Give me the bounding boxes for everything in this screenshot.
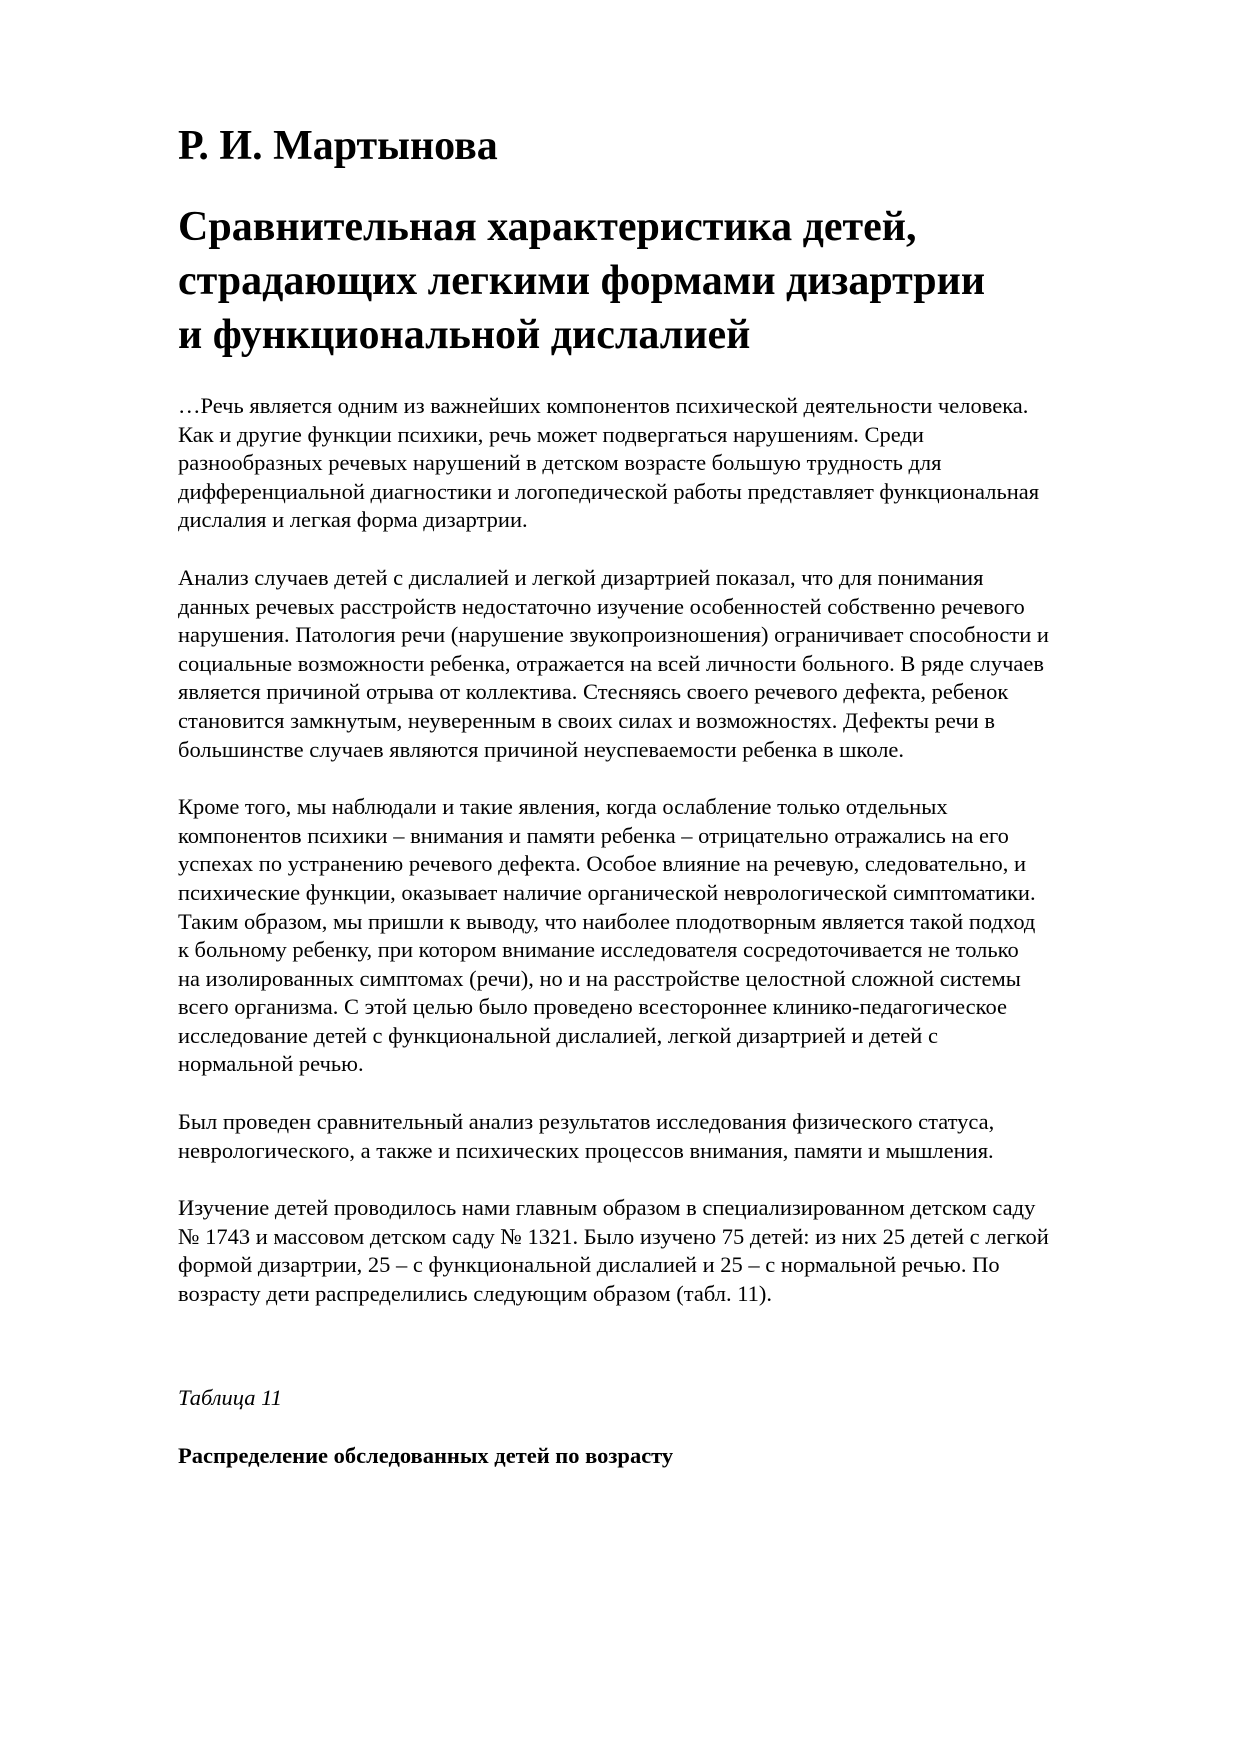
text-line: становится замкнутым, неуверенным в своих силах и возможностях. Дефекты речи в [178, 707, 995, 733]
text-line: № 1743 и массовом детском саду № 1321. Было изучено 75 детей: из них 25 детей с легкой [178, 1223, 1049, 1249]
text-line: Таким образом, мы пришли к выводу, что наиболее плодотворным является такой подход [178, 908, 1036, 934]
text-line: нарушения. Патология речи (нарушение звукопроизношения) ограничивает способности и [178, 622, 1049, 648]
text-line: к больному ребенку, при котором внимание исследователя сосредоточивается не только [178, 937, 1019, 963]
text-line: на изолированных симптомах (речи), но и на расстройстве целостной сложной системы [178, 965, 1021, 991]
article-title [178, 200, 1168, 362]
text-line: формой дизартрии, 25 – с функциональной дислалией и 25 – с нормальной речью. По [178, 1252, 1000, 1278]
title-line: страдающих легкими формами дизартрии [178, 258, 986, 304]
text-line: Изучение детей проводилось нами главным образом в специализированном детском саду [178, 1195, 1036, 1221]
paragraph-2 [178, 564, 1168, 764]
title-line: и функциональной дислалией [178, 312, 751, 358]
author-name: Р. И. Мартынова [178, 123, 498, 169]
text-line: дислалия и легкая форма дизартрии. [178, 507, 528, 533]
text-line: Был проведен сравнительный анализ результатов исследования физического статуса, [178, 1109, 995, 1135]
text-line: возрасту дети распределились следующим образом (табл. 11). [178, 1281, 772, 1307]
text-line: является причиной отрыва от коллектива. Стесняясь своего речевого дефекта, ребенок [178, 679, 1009, 705]
text-line: дифференциальной диагностики и логопедической работы представляет функциональная [178, 478, 1040, 504]
text-line: разнообразных речевых нарушений в детском возрасте большую трудность для [178, 450, 942, 476]
section-spacer [178, 1338, 1168, 1384]
table-caption: Таблица 11 [178, 1384, 282, 1410]
paragraph-4 [178, 1108, 1168, 1165]
text-line: компонентов психики – внимания и памяти ребенка – отрицательно отражались на его [178, 822, 1009, 848]
text-line: Как и другие функции психики, речь может подвергаться нарушениям. Среди [178, 421, 924, 447]
text-line: всего организма. С этой целью было проведено всестороннее клинико-педагогическое [178, 994, 1007, 1020]
text-line: успехах по устранению речевого дефекта. Особое влияние на речевую, следовательно, и [178, 851, 1027, 877]
text-line: данных речевых расстройств недостаточно изучение особенностей собственно речевого [178, 593, 1025, 619]
text-line: Кроме того, мы наблюдали и такие явления, когда ослабление только отдельных [178, 794, 948, 820]
paragraph-5 [178, 1194, 1168, 1308]
title-line: Сравнительная характеристика детей, [178, 204, 917, 250]
text-line: нормальной речью. [178, 1051, 364, 1077]
text-line: психические функции, оказывает наличие органической неврологической симптоматики. [178, 879, 1036, 905]
text-line: большинстве случаев являются причиной неуспеваемости ребенка в школе. [178, 736, 905, 762]
text-line: социальные возможности ребенка, отражается на всей личности больного. В ряде случаев [178, 650, 1044, 676]
document-content [178, 118, 1168, 1470]
text-line: …Речь является одним из важнейших компонентов психической деятельности человека. [178, 393, 1029, 418]
table-heading: Распределение обследованных детей по возрасту [178, 1442, 674, 1468]
text-line: исследование детей с функциональной дислалией, легкой дизартрией и детей с [178, 1022, 938, 1048]
text-line: Анализ случаев детей с дислалией и легкой дизартрией показал, что для понимания [178, 564, 984, 590]
paragraph-1 [178, 392, 1168, 535]
text-line: неврологического, а также и психических процессов внимания, памяти и мышления. [178, 1137, 994, 1163]
paragraph-3 [178, 793, 1168, 1079]
